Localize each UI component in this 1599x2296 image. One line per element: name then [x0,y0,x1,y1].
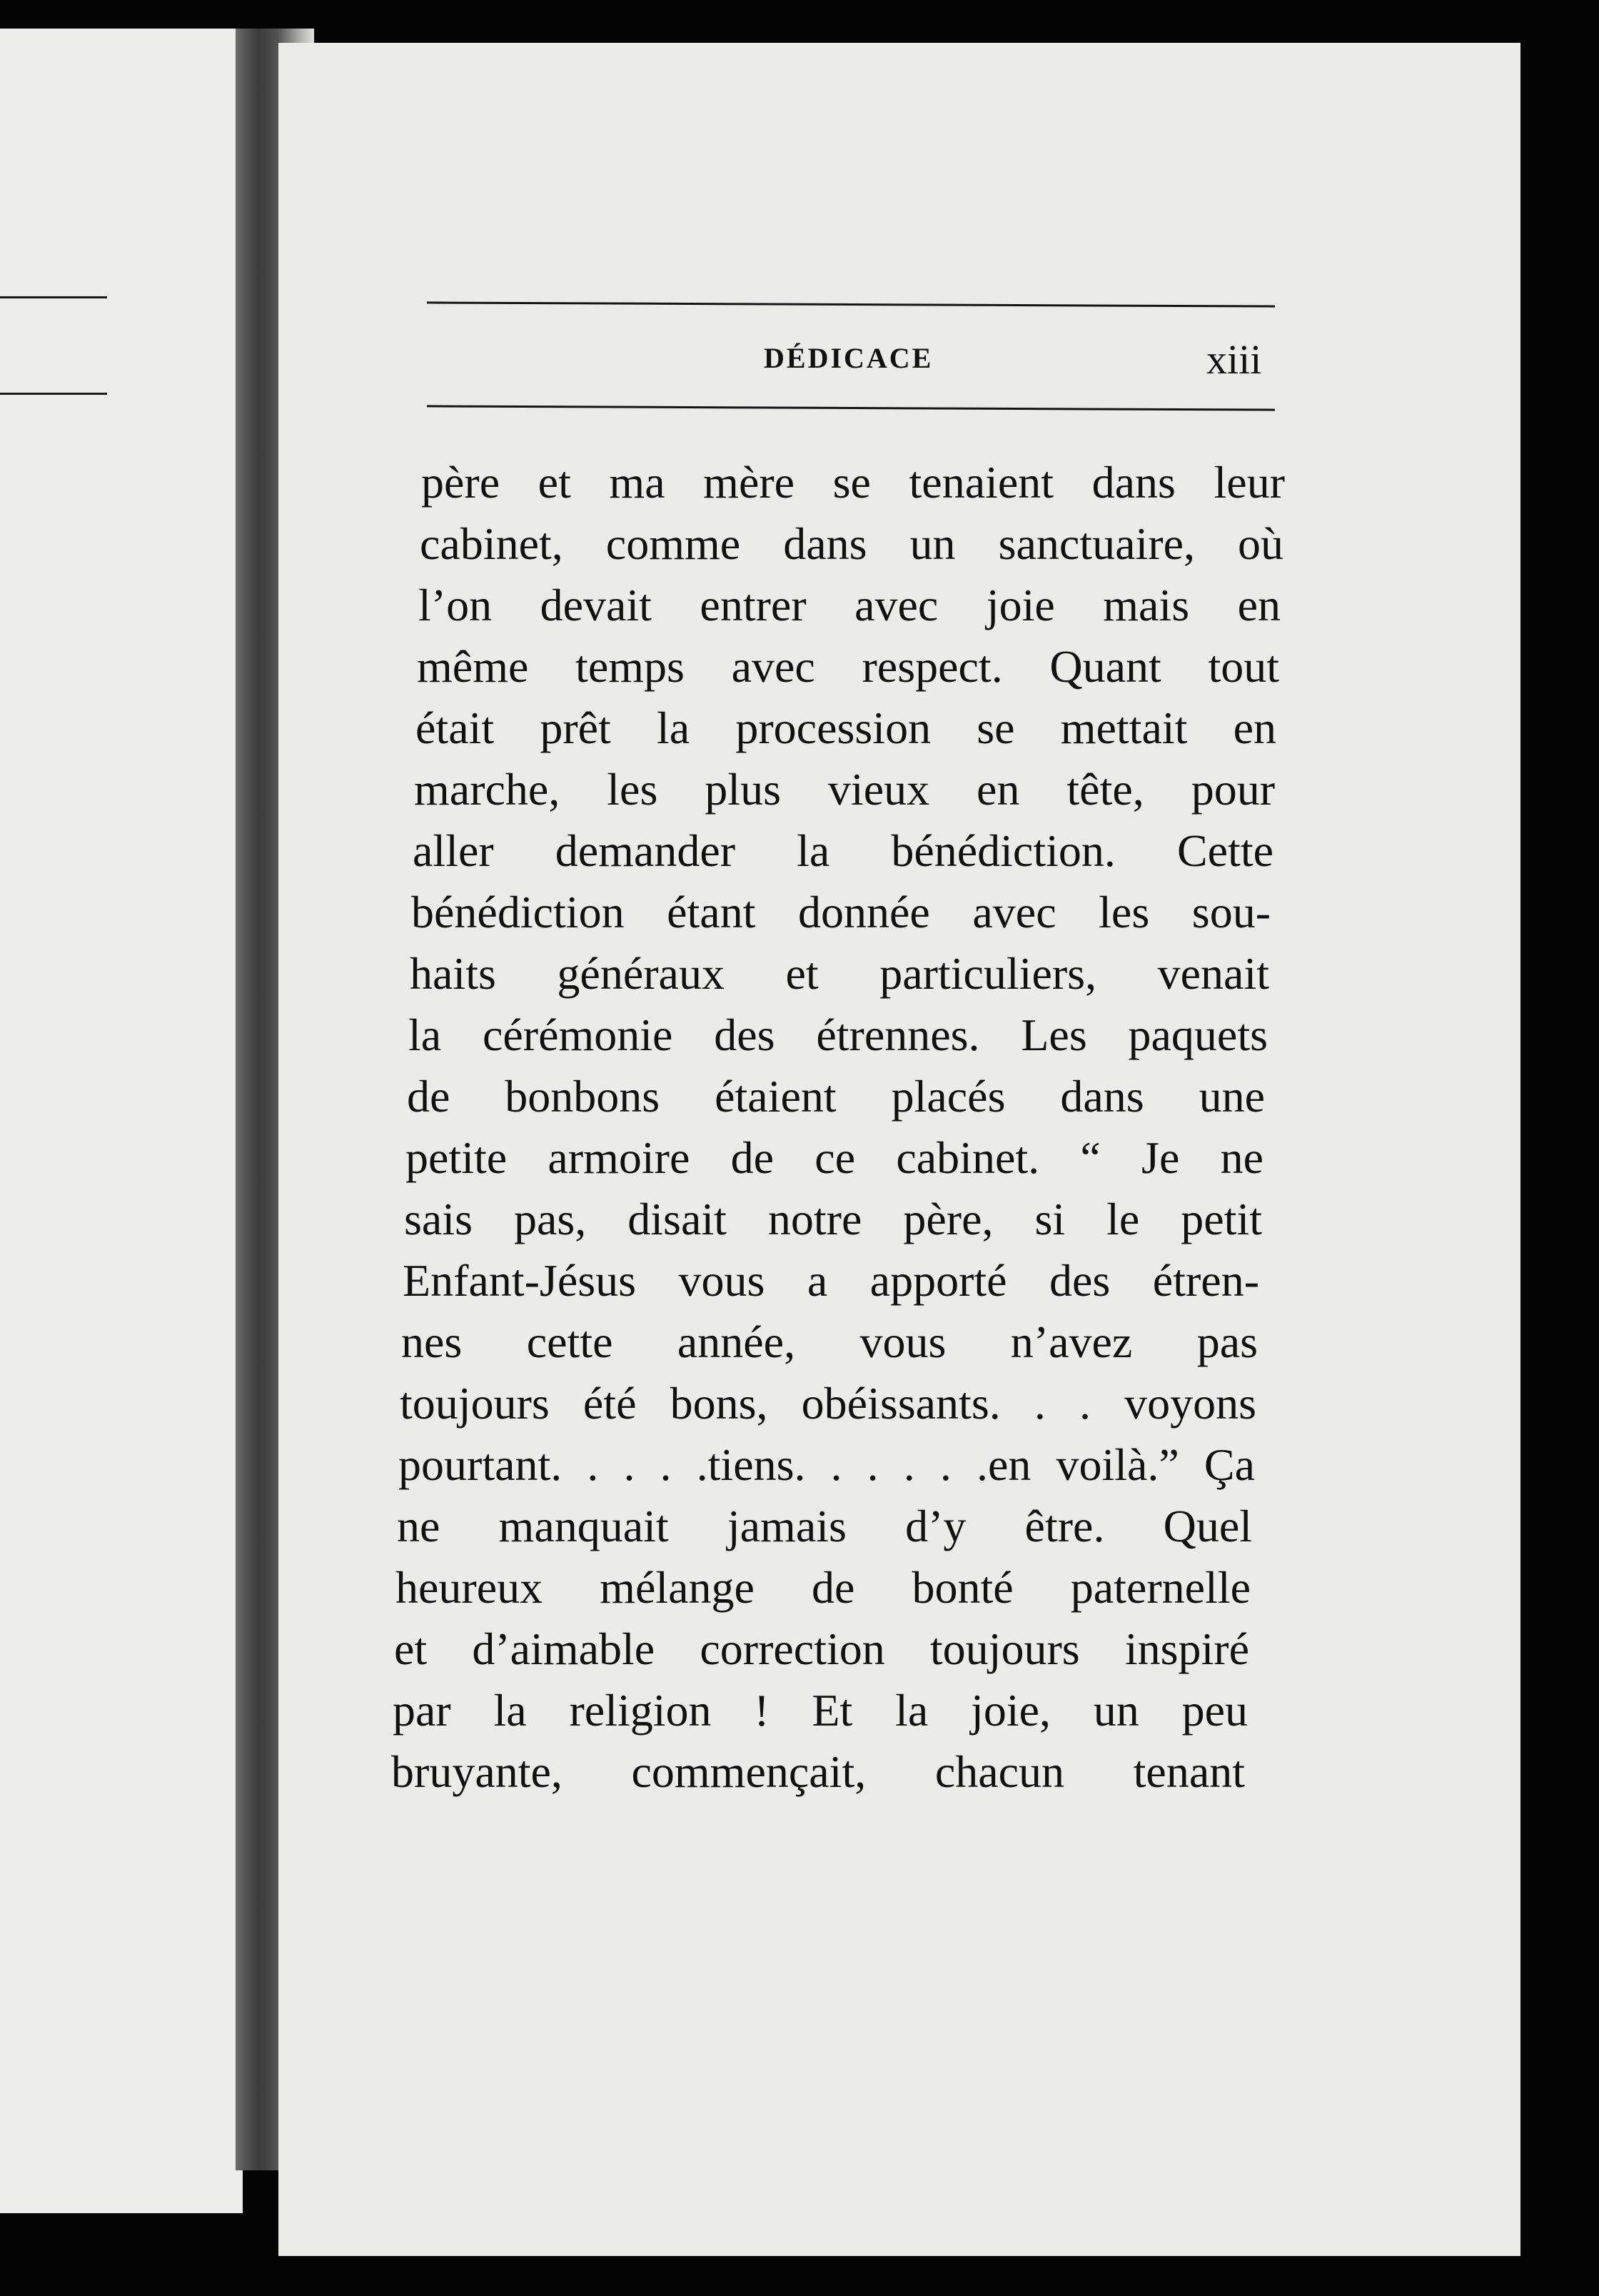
left-header-rule-top [0,296,107,298]
text-line: ne manquait jamais d’y être. Quel [397,1501,1252,1551]
text-line: bénédiction étant donnée avec les sou- [411,887,1271,937]
text-line: heureux mélange de bonté paternelle [395,1562,1251,1613]
text-line: nes cette année, vous n’avez pas [401,1316,1258,1367]
text-line: par la religion ! Et la joie, un peu [393,1685,1248,1736]
text-line: bruyante, commençait, chacun tenant [391,1746,1245,1797]
text-line: était prêt la procession se mettait en [415,703,1276,753]
text-line: pourtant. . . . .tiens. . . . . .en voilà.” Ça [398,1439,1255,1490]
text-line: père et ma mère se tenaient dans leur [421,457,1285,508]
scan-border-right [1520,29,1599,2296]
page-number: xiii [1206,336,1262,383]
text-line: la cérémonie des étrennes. Les paquets [408,1009,1268,1060]
running-head: DÉDICACE [764,342,934,374]
text-line: marche, les plus vieux en tête, pour [414,764,1275,815]
text-line: haits généraux et particuliers, venait [410,948,1269,999]
left-header-rule-bottom [0,393,107,395]
text-line: et d’aimable correction toujours inspiré [394,1623,1249,1674]
text-line: cabinet, comme dans un sanctuaire, où [420,518,1283,569]
text-line: toujours été bons, obéissants. . . voyons [400,1378,1256,1429]
text-line: aller demander la bénédiction. Cette [413,825,1273,876]
text-line: Enfant-Jésus vous a apporté des étren- [403,1255,1259,1306]
text-line: petite armoire de ce cabinet. “ Je ne [405,1132,1263,1183]
text-line: l’on devait entrer avec joie mais en [418,580,1281,630]
text-line: de bonbons étaient placés dans une [407,1071,1265,1122]
text-line: même temps avec respect. Quant tout [417,641,1279,692]
text-line: sais pas, disait notre père, si le petit [404,1194,1262,1244]
left-facing-page [0,29,243,2213]
